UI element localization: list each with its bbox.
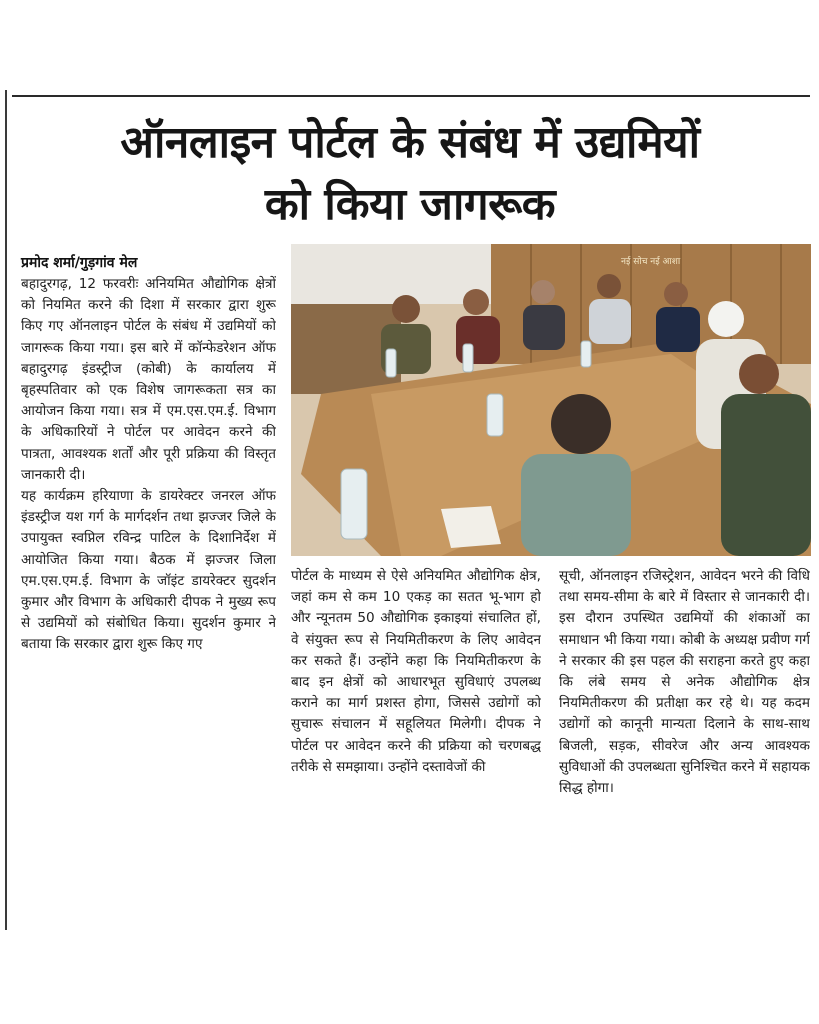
top-rule [12,95,810,97]
paragraph: सूची, ऑनलाइन रजिस्ट्रेशन, आवेदन भरने की विधि तथा समय-सीमा के बारे में विस्तार से जानकारी दी। इस दौरान उपस्थित उद्यमियों की शंकाओं का समाधान भी किया गया। कोबी के अध्यक्ष प्रवीण गर्ग ने सरकार की इस पहल की सराहना करते हुए कहा कि लंबे समय से अनेक औद्योगिक क्षेत्र नियमितीकरण की प्रतीक्षा कर रहे थे। यह कदम उद्योगों को कानूनी मान्यता दिलाने के साथ-साथ बिजली, सड़क, सीवरेज और अन्य आवश्यक सुविधाओं की उपलब्धता सुनिश्चित करने में सहायक सिद्ध होगा। [559,568,810,797]
article-column-1 [21,274,276,929]
paragraph: यह कार्यक्रम हरियाणा के डायरेक्टर जनरल ऑफ इंडस्ट्रीज यश गर्ग के मार्गदर्शन तथा झज्जर जिले के उपायुक्त स्वप्निल रविन्द्र पाटिल के दिशानिर्देश में आयोजित किया गया। बैठक में झज्जर जिला एम.एस.एम.ई. विभाग के जॉइंट डायरेक्टर सुदर्शन कुमार और विभाग के अधिकारी दीपक ने मुख्य रूप से उद्यमियों को संबोधित किया। सुदर्शन कुमार ने बताया कि सरकार द्वारा शुरू किए गए [21,488,276,653]
paragraph: बहादुरगढ़, 12 फरवरीः अनियमित औद्योगिक क्षेत्रों को नियमित करने की दिशा में सरकार द्वारा शुरू किए गए ऑनलाइन पोर्टल के संबंध में उद्यमियों को जागरूक किया गया। इस बारे में कॉन्फेडरेशन ऑफ बहादुरगढ़ इंडस्ट्रीज (कोबी) के कार्यालय में बृहस्पतिवार को एक विशेष जागरूकता सत्र का आयोजन किया गया। सत्र में एम.एस.एम.ई. विभाग के अधिकारियों ने पोर्टल पर आवेदन करने की पात्रता, आवश्यक शर्तों और पूरी प्रक्रिया की विस्तृत जानकारी दी। [21,276,276,483]
paragraph: पोर्टल के माध्यम से ऐसे अनियमित औद्योगिक क्षेत्र, जहां कम से कम 10 एकड़ का सतत भू-भाग हो और न्यूनतम 50 औद्योगिक इकाइयां संचालित हों, वे संयुक्त रूप से नियमितीकरण के लिए आवेदन कर सकते हैं। उन्होंने कहा कि नियमितीकरण के बाद इन क्षेत्रों को आधारभूत सुविधाएं उपलब्ध कराने का मार्ग प्रशस्त होगा, जिससे उद्योगों को सुचारू संचालन में सहूलियत मिलेगी। दीपक ने पोर्टल पर आवेदन करने की प्रक्रिया को चरणबद्ध तरीके से समझाया। उन्होंने दस्तावेजों की [291,568,541,775]
headline-line-1: ऑनलाइन पोर्टल के संबंध में उद्यमियों [120,117,700,168]
article-column-2 [291,566,541,926]
meeting-photo [291,244,811,556]
headline-line-2: को किया जागरूक [264,179,556,230]
article-column-3 [559,566,810,926]
column-rule [5,90,7,930]
headline [20,112,800,236]
byline: प्रमोद शर्मा/गुड़गांव मेल [21,255,138,271]
wall-sign: नई सोच नई आशा [621,257,681,267]
